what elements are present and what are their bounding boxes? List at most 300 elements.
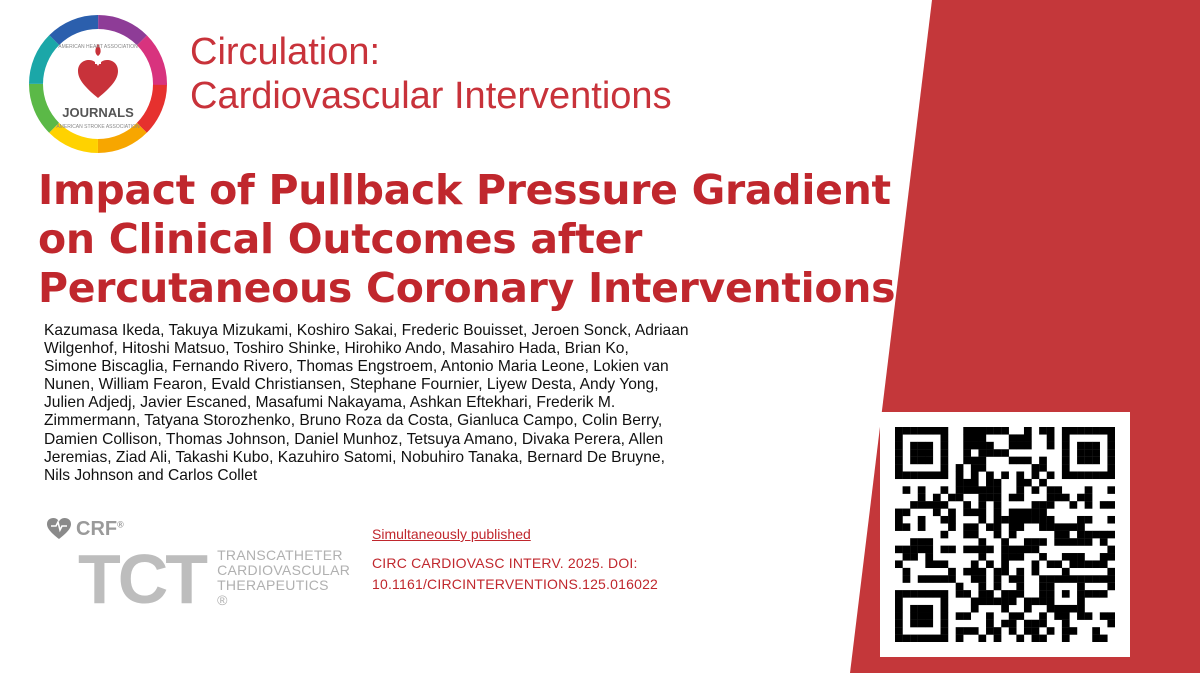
- qr-module: [1054, 531, 1062, 539]
- qr-module: [971, 627, 979, 635]
- qr-module: [895, 434, 903, 442]
- qr-module: [948, 494, 956, 502]
- qr-module: [1016, 553, 1024, 561]
- qr-module: [918, 516, 926, 524]
- qr-module: [1009, 509, 1017, 517]
- qr-module: [1039, 516, 1047, 524]
- qr-module: [941, 442, 949, 450]
- qr-module: [941, 471, 949, 479]
- qr-module: [1077, 523, 1085, 531]
- qr-module: [1039, 612, 1047, 620]
- qr-module: [1062, 494, 1070, 502]
- qr-module: [978, 509, 986, 517]
- qr-module: [895, 627, 903, 635]
- qr-module: [925, 560, 933, 568]
- qr-module: [1107, 575, 1115, 583]
- qr-module: [948, 516, 956, 524]
- qr-module: [1077, 494, 1085, 502]
- qr-module: [895, 590, 903, 598]
- qr-module: [1039, 598, 1047, 606]
- qr-module: [1009, 434, 1017, 442]
- qr-module: [1039, 575, 1047, 583]
- qr-module: [895, 605, 903, 613]
- qr-module: [903, 635, 911, 642]
- qr-module: [971, 442, 979, 450]
- qr-module: [1100, 612, 1108, 620]
- qr-module: [978, 516, 986, 524]
- qr-module: [1047, 494, 1055, 502]
- qr-module: [1016, 486, 1024, 494]
- qr-module: [925, 442, 933, 450]
- qr-module: [918, 486, 926, 494]
- qr-module: [1009, 516, 1017, 524]
- qr-module: [1009, 546, 1017, 554]
- qr-module: [1016, 457, 1024, 465]
- journal-name: [190, 30, 672, 118]
- qr-module: [1024, 627, 1032, 635]
- qr-module: [1062, 635, 1070, 642]
- qr-module: [895, 449, 903, 457]
- qr-module: [994, 568, 1002, 576]
- qr-module: [1001, 538, 1009, 546]
- qr-module: [1047, 471, 1055, 479]
- qr-module: [1069, 627, 1077, 635]
- qr-module: [1107, 464, 1115, 472]
- qr-module: [925, 449, 933, 457]
- qr-module: [941, 464, 949, 472]
- qr-module: [1016, 575, 1024, 583]
- qr-module: [1085, 531, 1093, 539]
- qr-module: [971, 486, 979, 494]
- qr-module: [933, 427, 941, 435]
- qr-module: [971, 434, 979, 442]
- qr-module: [994, 523, 1002, 531]
- qr-module: [1107, 434, 1115, 442]
- qr-module: [1009, 457, 1017, 465]
- qr-module: [1107, 531, 1115, 539]
- qr-module: [933, 590, 941, 598]
- qr-module: [1085, 560, 1093, 568]
- qr-module: [1092, 449, 1100, 457]
- qr-module: [1047, 523, 1055, 531]
- qr-module: [971, 457, 979, 465]
- qr-module: [1100, 635, 1108, 642]
- qr-module: [1077, 427, 1085, 435]
- qr-module: [1107, 516, 1115, 524]
- qr-module: [1092, 635, 1100, 642]
- author-line: Simone Biscaglia, Fernando Rivero, Thomas Engstroem, Antonio Maria Leone, Lokien van: [44, 358, 669, 376]
- qr-module: [1100, 560, 1108, 568]
- qr-module: [1107, 612, 1115, 620]
- qr-module: [1069, 553, 1077, 561]
- qr-module: [1054, 560, 1062, 568]
- qr-module: [978, 427, 986, 435]
- qr-module: [1069, 575, 1077, 583]
- qr-module: [1077, 531, 1085, 539]
- qr-module: [986, 560, 994, 568]
- qr-module: [994, 449, 1002, 457]
- qr-module: [986, 494, 994, 502]
- qr-module: [1092, 575, 1100, 583]
- qr-code-icon[interactable]: [895, 427, 1115, 642]
- qr-module: [903, 509, 911, 517]
- qr-module: [1100, 501, 1108, 509]
- qr-module: [1085, 449, 1093, 457]
- qr-module: [1077, 583, 1085, 591]
- qr-module: [1062, 590, 1070, 598]
- qr-module: [1047, 583, 1055, 591]
- qr-module: [1107, 486, 1115, 494]
- qr-module: [895, 516, 903, 524]
- qr-module: [1047, 598, 1055, 606]
- qr-module: [1062, 457, 1070, 465]
- qr-module: [1107, 471, 1115, 479]
- qr-module: [986, 598, 994, 606]
- qr-module: [1039, 590, 1047, 598]
- qr-module: [986, 449, 994, 457]
- qr-module: [1047, 427, 1055, 435]
- qr-module: [1062, 427, 1070, 435]
- qr-module: [941, 598, 949, 606]
- qr-module: [925, 553, 933, 561]
- tct-subtitle-line: TRANSCATHETER: [217, 547, 343, 563]
- qr-module: [918, 546, 926, 554]
- qr-module: [963, 449, 971, 457]
- qr-module: [933, 560, 941, 568]
- author-line: Nunen, William Fearon, Evald Christiansen, Stephane Fournier, Liyew Desta, Andy Yong,: [44, 376, 659, 394]
- qr-module: [941, 612, 949, 620]
- qr-module: [1085, 538, 1093, 546]
- qr-module: [925, 575, 933, 583]
- qr-module: [963, 427, 971, 435]
- qr-module: [978, 464, 986, 472]
- qr-module: [1069, 538, 1077, 546]
- qr-module: [978, 449, 986, 457]
- qr-module: [910, 501, 918, 509]
- qr-module: [1039, 457, 1047, 465]
- qr-module: [941, 590, 949, 598]
- qr-module: [971, 479, 979, 487]
- qr-module: [956, 635, 964, 642]
- author-line: Julien Adjedj, Javier Escaned, Masafumi Nakayama, Ashkan Eftekhari, Frederik M.: [44, 394, 616, 412]
- qr-module: [986, 546, 994, 554]
- qr-card: [880, 412, 1130, 657]
- qr-module: [1032, 546, 1040, 554]
- qr-module: [978, 575, 986, 583]
- qr-module: [1001, 471, 1009, 479]
- qr-module: [903, 568, 911, 576]
- qr-module: [1054, 612, 1062, 620]
- qr-module: [1024, 620, 1032, 628]
- qr-module: [978, 442, 986, 450]
- qr-module: [1032, 627, 1040, 635]
- qr-module: [963, 612, 971, 620]
- qr-module: [918, 635, 926, 642]
- qr-module: [1092, 627, 1100, 635]
- qr-module: [925, 427, 933, 435]
- qr-module: [1092, 560, 1100, 568]
- qr-module: [1016, 516, 1024, 524]
- qr-module: [1024, 598, 1032, 606]
- qr-module: [1077, 605, 1085, 613]
- qr-module: [948, 523, 956, 531]
- qr-module: [978, 598, 986, 606]
- qr-module: [1039, 538, 1047, 546]
- qr-module: [918, 449, 926, 457]
- qr-module: [1062, 575, 1070, 583]
- tct-label: TCT: [78, 540, 206, 618]
- qr-module: [1107, 427, 1115, 435]
- qr-module: [1024, 516, 1032, 524]
- qr-module: [978, 538, 986, 546]
- qr-module: [1024, 538, 1032, 546]
- qr-module: [941, 627, 949, 635]
- qr-module: [1001, 427, 1009, 435]
- qr-module: [1100, 471, 1108, 479]
- qr-module: [1062, 449, 1070, 457]
- tct-subtitle-line: CARDIOVASCULAR: [217, 562, 351, 578]
- qr-module: [1047, 516, 1055, 524]
- journal-name-line: Circulation:: [190, 31, 381, 73]
- qr-module: [895, 457, 903, 465]
- qr-module: [1047, 434, 1055, 442]
- qr-module: [933, 575, 941, 583]
- crf-heart-icon: [46, 517, 72, 541]
- qr-module: [1039, 635, 1047, 642]
- qr-module: [1069, 523, 1077, 531]
- qr-module: [895, 635, 903, 642]
- qr-module: [1077, 516, 1085, 524]
- qr-module: [918, 471, 926, 479]
- qr-module: [956, 583, 964, 591]
- qr-module: [1100, 531, 1108, 539]
- qr-module: [1024, 442, 1032, 450]
- qr-module: [1009, 590, 1017, 598]
- simultaneously-published-link[interactable]: Simultaneously published: [372, 526, 531, 542]
- qr-module: [1100, 575, 1108, 583]
- qr-module: [1001, 516, 1009, 524]
- paper-title-line: Impact of Pullback Pressure Gradient: [38, 166, 891, 214]
- qr-module: [1062, 464, 1070, 472]
- qr-module: [933, 471, 941, 479]
- qr-module: [1085, 486, 1093, 494]
- qr-module: [910, 590, 918, 598]
- qr-module: [1024, 427, 1032, 435]
- qr-module: [895, 612, 903, 620]
- qr-module: [910, 442, 918, 450]
- qr-module: [1047, 590, 1055, 598]
- author-line: Kazumasa Ikeda, Takuya Mizukami, Koshiro Sakai, Frederic Bouisset, Jeroen Sonck, Adriaan: [44, 322, 689, 339]
- qr-module: [1069, 501, 1077, 509]
- qr-module: [933, 494, 941, 502]
- qr-module: [1100, 427, 1108, 435]
- qr-module: [994, 575, 1002, 583]
- qr-module: [1062, 538, 1070, 546]
- qr-module: [1077, 590, 1085, 598]
- qr-module: [986, 486, 994, 494]
- author-line: Wilgenhof, Hitoshi Matsuo, Toshiro Shinke, Hirohiko Ando, Masahiro Hada, Brian Ko,: [44, 340, 629, 358]
- qr-module: [1009, 494, 1017, 502]
- qr-module: [1062, 553, 1070, 561]
- qr-module: [895, 560, 903, 568]
- qr-module: [941, 635, 949, 642]
- qr-module: [925, 635, 933, 642]
- qr-module: [956, 612, 964, 620]
- qr-module: [1016, 471, 1024, 479]
- qr-module: [1024, 457, 1032, 465]
- qr-module: [910, 538, 918, 546]
- qr-module: [956, 627, 964, 635]
- qr-module: [971, 546, 979, 554]
- citation: [372, 553, 658, 595]
- qr-module: [978, 590, 986, 598]
- qr-module: [1047, 442, 1055, 450]
- qr-module: [1016, 568, 1024, 576]
- qr-module: [986, 427, 994, 435]
- qr-module: [1009, 612, 1017, 620]
- qr-module: [910, 546, 918, 554]
- qr-module: [1009, 531, 1017, 539]
- qr-module: [941, 486, 949, 494]
- qr-module: [1069, 560, 1077, 568]
- qr-module: [918, 612, 926, 620]
- qr-module: [994, 479, 1002, 487]
- qr-module: [1001, 605, 1009, 613]
- qr-module: [994, 486, 1002, 494]
- qr-module: [910, 457, 918, 465]
- qr-module: [1024, 605, 1032, 613]
- qr-module: [1077, 575, 1085, 583]
- qr-module: [1016, 479, 1024, 487]
- qr-module: [994, 635, 1002, 642]
- tct-logo: [78, 540, 351, 618]
- qr-module: [1039, 583, 1047, 591]
- qr-module: [895, 442, 903, 450]
- qr-module: [978, 583, 986, 591]
- qr-module: [978, 494, 986, 502]
- qr-module: [963, 546, 971, 554]
- qr-module: [918, 494, 926, 502]
- qr-module: [895, 620, 903, 628]
- qr-module: [1009, 575, 1017, 583]
- qr-module: [1009, 523, 1017, 531]
- qr-module: [1077, 457, 1085, 465]
- qr-module: [1062, 531, 1070, 539]
- qr-module: [994, 627, 1002, 635]
- qr-module: [895, 546, 903, 554]
- qr-module: [918, 620, 926, 628]
- qr-module: [971, 568, 979, 576]
- qr-module: [1001, 560, 1009, 568]
- qr-module: [910, 553, 918, 561]
- qr-module: [963, 509, 971, 517]
- paper-title-line: Percutaneous Coronary Interventions: [38, 264, 896, 312]
- qr-module: [918, 575, 926, 583]
- qr-module: [1009, 598, 1017, 606]
- qr-module: [1032, 486, 1040, 494]
- citation-line: 10.1161/CIRCINTERVENTIONS.125.016022: [372, 576, 659, 592]
- qr-module: [1085, 575, 1093, 583]
- author-list: [44, 322, 824, 485]
- crf-label: CRF®: [76, 517, 124, 540]
- qr-module: [1077, 471, 1085, 479]
- qr-module: [971, 575, 979, 583]
- logo-journals-text: JOURNALS: [62, 105, 134, 120]
- qr-module: [963, 501, 971, 509]
- qr-module: [1032, 620, 1040, 628]
- qr-module: [895, 523, 903, 531]
- qr-module: [1085, 471, 1093, 479]
- qr-module: [978, 546, 986, 554]
- qr-module: [1085, 457, 1093, 465]
- qr-module: [1039, 479, 1047, 487]
- qr-module: [986, 479, 994, 487]
- qr-module: [1001, 553, 1009, 561]
- qr-module: [925, 457, 933, 465]
- qr-module: [963, 568, 971, 576]
- qr-module: [994, 531, 1002, 539]
- qr-module: [1077, 442, 1085, 450]
- qr-module: [910, 427, 918, 435]
- qr-module: [1085, 516, 1093, 524]
- qr-module: [1092, 442, 1100, 450]
- qr-module: [1039, 501, 1047, 509]
- paper-title-line: on Clinical Outcomes after: [38, 215, 643, 263]
- qr-module: [1032, 568, 1040, 576]
- qr-module: [918, 590, 926, 598]
- qr-module: [1032, 538, 1040, 546]
- qr-module: [1032, 598, 1040, 606]
- qr-module: [1032, 635, 1040, 642]
- qr-module: [918, 501, 926, 509]
- qr-module: [1062, 627, 1070, 635]
- qr-module: [1001, 546, 1009, 554]
- qr-module: [948, 575, 956, 583]
- qr-module: [941, 457, 949, 465]
- qr-module: [963, 531, 971, 539]
- qr-module: [1032, 464, 1040, 472]
- qr-module: [1107, 568, 1115, 576]
- qr-module: [910, 605, 918, 613]
- qr-module: [895, 464, 903, 472]
- qr-module: [1062, 568, 1070, 576]
- qr-module: [918, 457, 926, 465]
- qr-module: [1092, 457, 1100, 465]
- tct-subtitle-line: THERAPEUTICS ®: [217, 577, 329, 608]
- tct-subtitle: [217, 548, 350, 608]
- qr-module: [910, 620, 918, 628]
- qr-module: [1085, 501, 1093, 509]
- qr-module: [941, 575, 949, 583]
- qr-module: [986, 471, 994, 479]
- qr-module: [1016, 442, 1024, 450]
- qr-module: [1016, 546, 1024, 554]
- qr-module: [925, 605, 933, 613]
- author-line: Jeremias, Ziad Ali, Takashi Kubo, Kazuhiro Satomi, Nobuhiro Tanaka, Bernard De Bruyne,: [44, 448, 665, 466]
- qr-module: [903, 553, 911, 561]
- qr-module: [1024, 546, 1032, 554]
- qr-module: [1054, 494, 1062, 502]
- qr-module: [918, 538, 926, 546]
- qr-module: [971, 605, 979, 613]
- qr-module: [1047, 560, 1055, 568]
- qr-module: [903, 575, 911, 583]
- qr-module: [941, 560, 949, 568]
- qr-module: [956, 471, 964, 479]
- qr-module: [971, 523, 979, 531]
- qr-module: [986, 442, 994, 450]
- qr-module: [971, 427, 979, 435]
